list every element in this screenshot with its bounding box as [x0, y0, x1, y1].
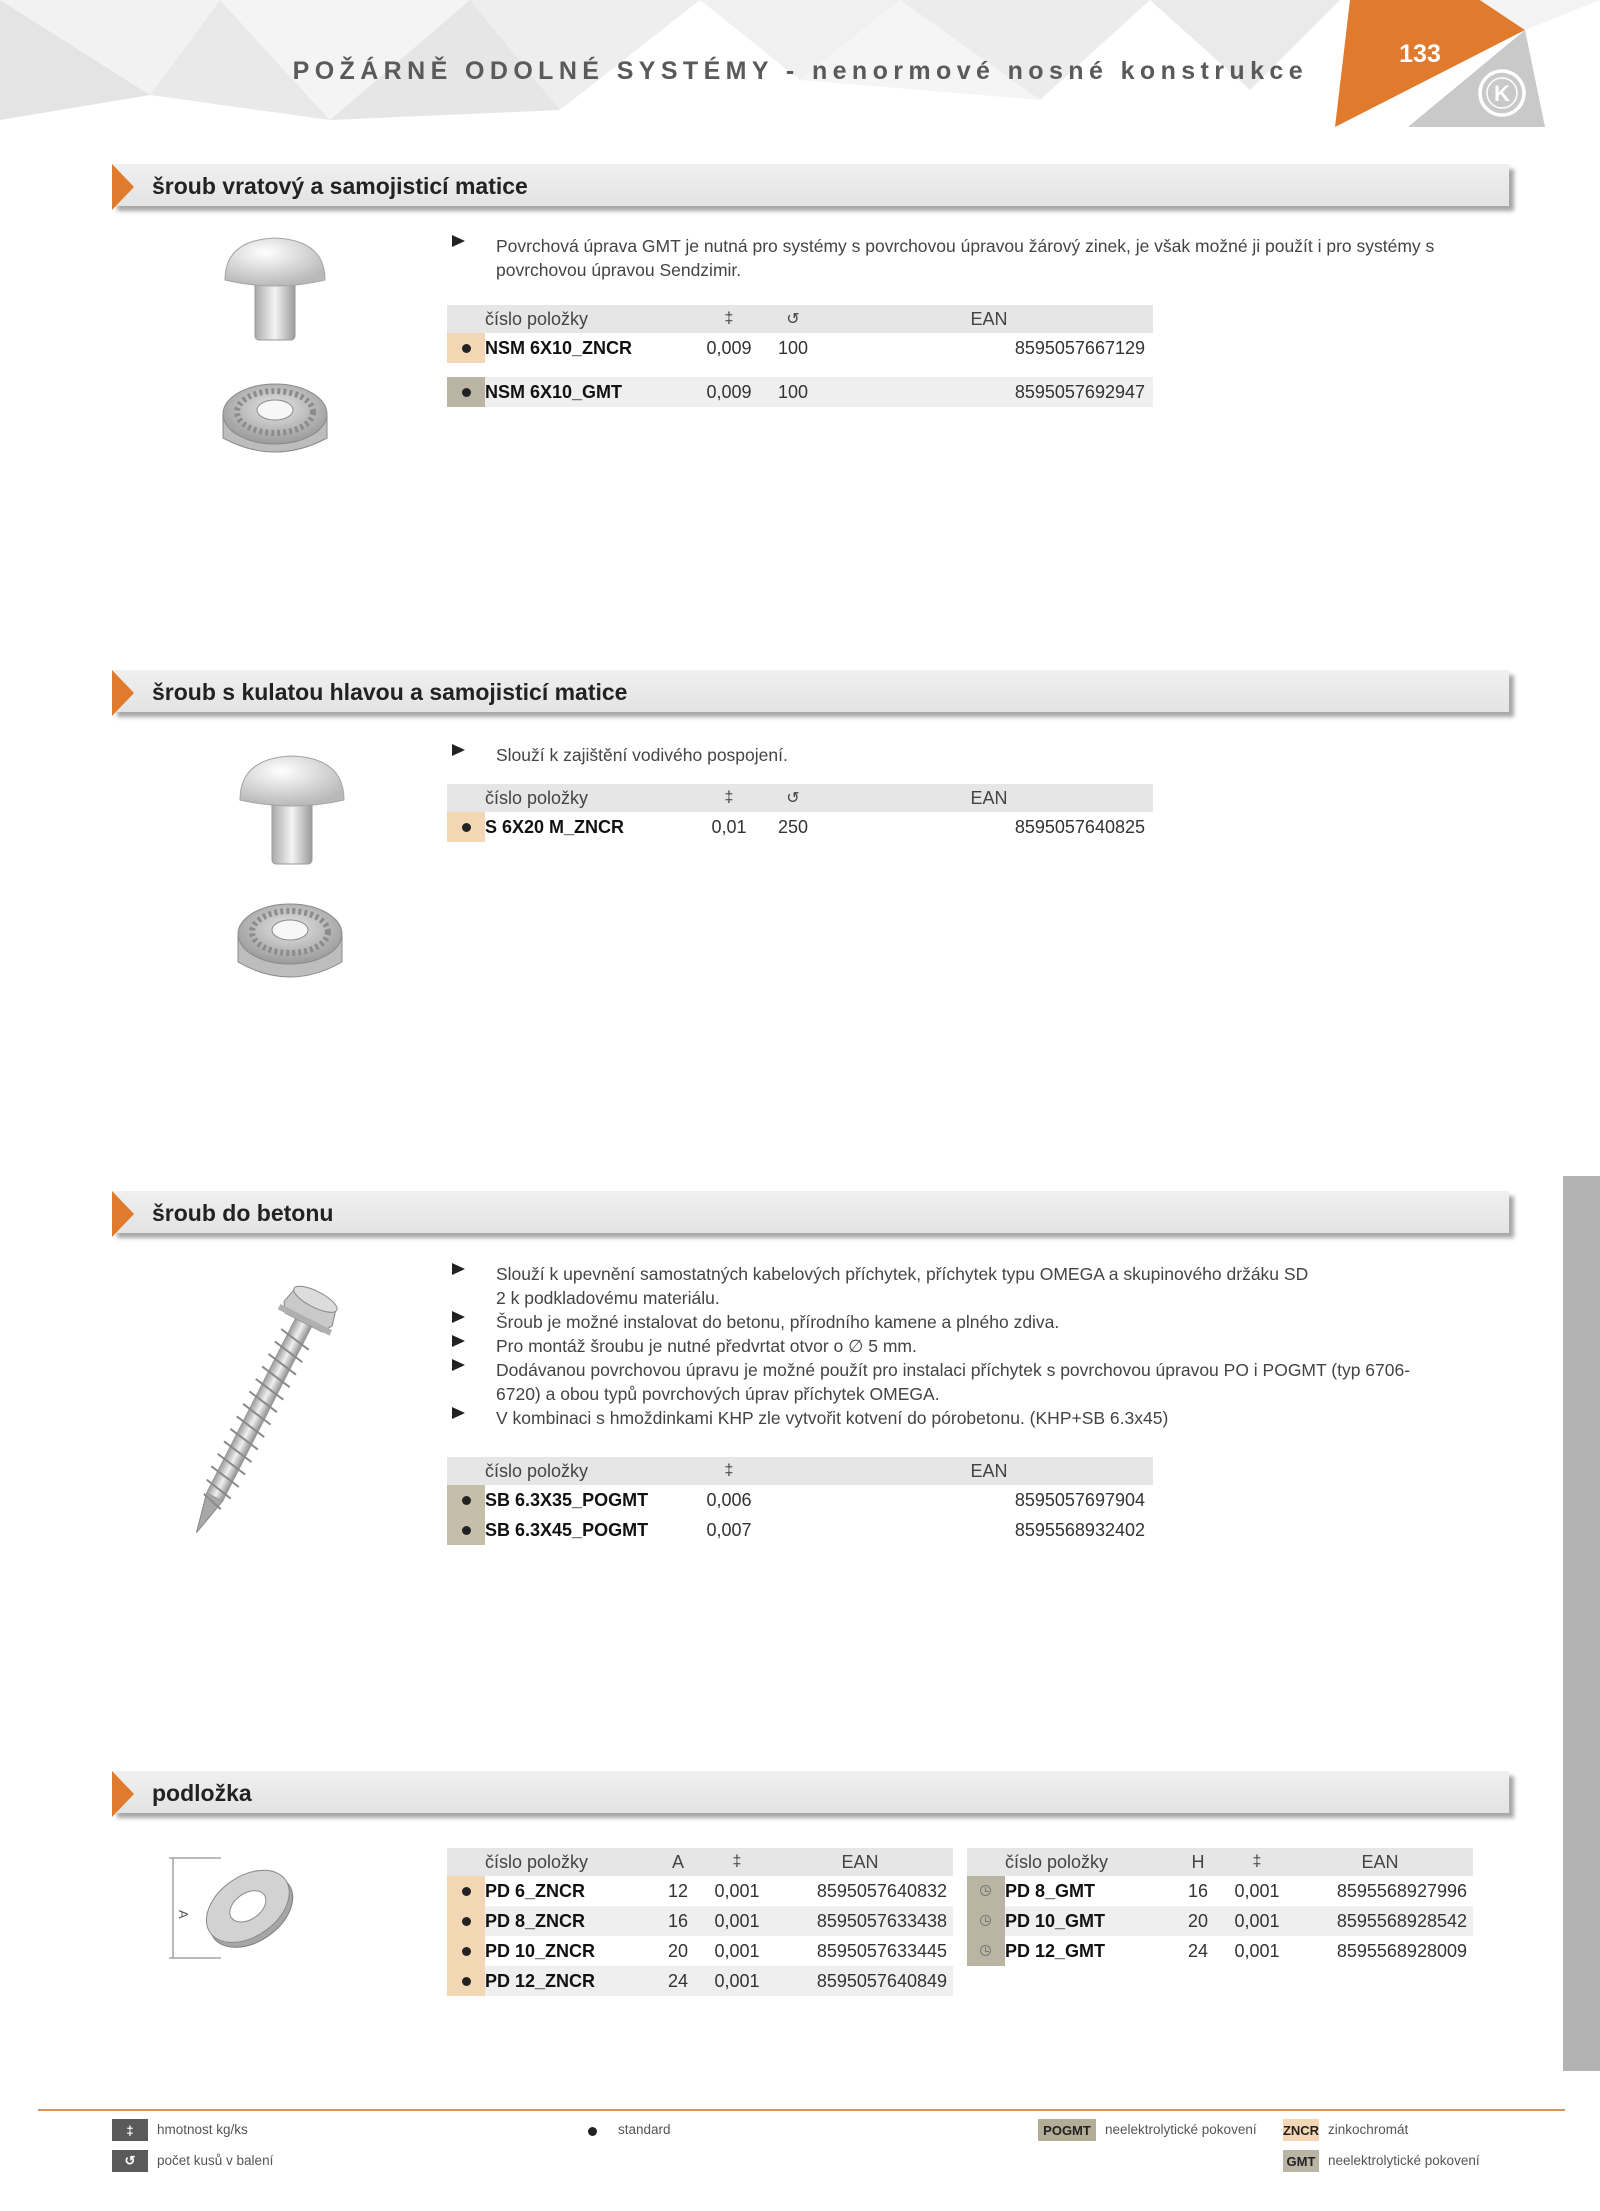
weight-icon: ‡ [1227, 1848, 1287, 1876]
washer-table-zncr [447, 1848, 953, 1996]
item-pieces: 100 [761, 377, 825, 407]
section-title: šroub do betonu [152, 1200, 334, 1226]
footer-divider [38, 2109, 1565, 2111]
standard-dot-icon [462, 1526, 471, 1535]
finish-swatch-zncr [447, 1936, 485, 1966]
standard-dot-icon [462, 344, 471, 353]
standard-dot-icon [462, 1947, 471, 1956]
standard-dot-icon [462, 1496, 471, 1505]
item-weight: 0,001 [707, 1966, 767, 1996]
column-header-item-number: číslo položky [485, 1848, 649, 1876]
bullet-item: Dodávanou povrchovou úpravu je možné použít pro instalaci příchytek s povrchovou úpravou PO i POGMT (typ 6706-6720) a obou typů povrchových úprav příchytek OMEGA. [452, 1358, 1452, 1406]
pieces-icon: ↺ [112, 2150, 148, 2172]
svg-text:K: K [1494, 81, 1510, 106]
bullet-arrow-icon [452, 1311, 465, 1323]
item-ean: 8595568928009 [1287, 1936, 1473, 1966]
section-header-carriage-bolt [112, 164, 1517, 210]
item-weight: 0,01 [697, 812, 761, 842]
bullet-item: Povrchová úprava GMT je nutná pro systémy s povrchovou úpravou žárový zinek, je však možné ji použít i pro systémy s povrchovou úpravou Sendzimir. [452, 234, 1452, 282]
legend-pogmt-label: neelektrolytické pokovení [1105, 2122, 1257, 2137]
bullet-arrow-icon [452, 1359, 465, 1371]
flange-nut-image [215, 368, 335, 468]
finish-swatch-zncr [447, 1966, 485, 1996]
finish-swatch-gmt [967, 1876, 1005, 1906]
bullet-list [452, 234, 1452, 282]
section-header-concrete-screw [112, 1191, 1517, 1237]
item-code: PD 8_ZNCR [485, 1906, 649, 1936]
item-ean: 8595057633438 [767, 1906, 953, 1936]
item-ean: 8595568928542 [1287, 1906, 1473, 1936]
section-title: podložka [152, 1780, 252, 1806]
table-row [967, 1906, 1473, 1936]
item-code: SB 6.3X45_POGMT [485, 1515, 697, 1545]
item-code: SB 6.3X35_POGMT [485, 1485, 697, 1515]
item-weight: 0,001 [1227, 1876, 1287, 1906]
bullet-list [452, 743, 1452, 767]
finish-swatch-gmt [967, 1936, 1005, 1966]
finish-swatch-zncr [447, 333, 485, 363]
column-header-ean: EAN [825, 305, 1153, 333]
finish-swatch-pogmt [447, 1485, 485, 1515]
column-header-dimension: A [649, 1848, 707, 1876]
item-dimension: 16 [1169, 1876, 1227, 1906]
legend-weight-label: hmotnost kg/ks [157, 2122, 248, 2137]
item-dimension: 24 [1169, 1936, 1227, 1966]
table-row [447, 1936, 953, 1966]
column-header-item-number: číslo položky [485, 305, 697, 333]
page-number: 133 [1399, 40, 1441, 68]
weight-icon: ‡ [112, 2119, 148, 2141]
on-request-clock-icon [980, 1885, 991, 1896]
section-header-round-head-bolt [112, 670, 1517, 716]
finish-swatch-zncr [447, 812, 485, 842]
item-pieces: 100 [761, 333, 825, 363]
washer-table-gmt [967, 1848, 1473, 1966]
item-ean: 8595057633445 [767, 1936, 953, 1966]
flange-nut-image [230, 888, 350, 998]
bullet-arrow-icon [452, 235, 465, 247]
column-header-item-number: číslo položky [485, 784, 697, 812]
finish-swatch-pogmt [447, 1515, 485, 1545]
column-header-ean: EAN [767, 1848, 953, 1876]
standard-dot-icon [462, 1917, 471, 1926]
item-ean: 8595057692947 [825, 377, 1153, 407]
bullet-list [452, 1262, 1452, 1430]
section-header-washer [112, 1771, 1517, 1817]
section-marker-icon [112, 1191, 134, 1237]
item-code: S 6X20 M_ZNCR [485, 812, 697, 842]
item-code: PD 8_GMT [1005, 1876, 1169, 1906]
section-marker-icon [112, 670, 134, 716]
column-header-ean: EAN [825, 784, 1153, 812]
side-index-strip [1563, 1176, 1600, 2071]
item-weight: 0,009 [697, 333, 761, 363]
legend-gmt-code: GMT [1283, 2150, 1319, 2172]
item-dimension: 20 [1169, 1906, 1227, 1936]
item-weight: 0,007 [697, 1515, 761, 1545]
carriage-bolt-image [215, 232, 335, 352]
table-row [447, 1966, 953, 1996]
round-head-bolt-image [234, 752, 354, 872]
column-header-item-number: číslo položky [1005, 1848, 1169, 1876]
item-dimension: 24 [649, 1966, 707, 1996]
item-weight: 0,009 [697, 377, 761, 407]
item-weight: 0,001 [1227, 1906, 1287, 1936]
bullet-item: Pro montáž šroubu je nutné předvrtat otvor o ∅ 5 mm. [452, 1334, 1452, 1358]
column-header-ean: EAN [825, 1457, 1153, 1485]
product-table [447, 784, 1153, 842]
item-ean: 8595057667129 [825, 333, 1153, 363]
item-ean: 8595057640849 [767, 1966, 953, 1996]
item-code: PD 12_GMT [1005, 1936, 1169, 1966]
finish-swatch-zncr [447, 1876, 485, 1906]
item-code: PD 6_ZNCR [485, 1876, 649, 1906]
table-row [447, 377, 1153, 407]
item-dimension: 20 [649, 1936, 707, 1966]
item-ean: 8595057640832 [767, 1876, 953, 1906]
table-row [447, 1906, 953, 1936]
item-weight: 0,001 [707, 1906, 767, 1936]
washer-drawing [165, 1850, 305, 1965]
standard-dot-icon [462, 823, 471, 832]
item-ean: 8595568927996 [1287, 1876, 1473, 1906]
item-weight: 0,001 [1227, 1936, 1287, 1966]
weight-icon: ‡ [697, 1457, 761, 1485]
legend-zncr-label: zinkochromát [1328, 2122, 1409, 2137]
item-weight: 0,006 [697, 1485, 761, 1515]
weight-icon: ‡ [697, 305, 761, 333]
legend-pieces-label: počet kusů v balení [157, 2153, 274, 2168]
section-title: šroub vratový a samojisticí matice [152, 173, 528, 199]
weight-icon: ‡ [707, 1848, 767, 1876]
bullet-arrow-icon [452, 1335, 465, 1347]
product-table [447, 1457, 1153, 1545]
company-logo-icon [1477, 68, 1527, 118]
item-weight: 0,001 [707, 1936, 767, 1966]
bullet-item: Šroub je možné instalovat do betonu, přírodního kamene a plného zdiva. [452, 1310, 1452, 1334]
bullet-item: Slouží k upevnění samostatných kabelových příchytek, příchytek typu OMEGA a skupinového držáku SD 2 k podkladovému materiálu. [452, 1262, 1452, 1310]
column-header-item-number: číslo položky [485, 1457, 697, 1485]
finish-swatch-gmt [967, 1906, 1005, 1936]
item-code: NSM 6X10_GMT [485, 377, 697, 407]
bullet-arrow-icon [452, 744, 465, 756]
item-code: PD 10_ZNCR [485, 1936, 649, 1966]
item-code: PD 10_GMT [1005, 1906, 1169, 1936]
item-code: PD 12_ZNCR [485, 1966, 649, 1996]
weight-icon: ‡ [697, 784, 761, 812]
on-request-clock-icon [980, 1915, 991, 1926]
table-row [447, 1485, 1153, 1515]
table-row [447, 333, 1153, 363]
dimension-label: A [176, 1910, 191, 1919]
bullet-arrow-icon [452, 1263, 465, 1275]
item-weight: 0,001 [707, 1876, 767, 1906]
item-ean: 8595057697904 [825, 1485, 1153, 1515]
table-row [967, 1876, 1473, 1906]
pieces-icon: ↺ [761, 784, 825, 812]
legend-gmt-label: neelektrolytické pokovení [1328, 2153, 1480, 2168]
section-title: šroub s kulatou hlavou a samojisticí matice [152, 679, 628, 705]
legend-pogmt-code: POGMT [1038, 2119, 1096, 2141]
item-pieces: 250 [761, 812, 825, 842]
item-dimension: 12 [649, 1876, 707, 1906]
table-row [967, 1936, 1473, 1966]
legend-standard-label: standard [618, 2122, 671, 2137]
item-code: NSM 6X10_ZNCR [485, 333, 697, 363]
bullet-item: Slouží k zajištění vodivého pospojení. [452, 743, 1452, 767]
on-request-clock-icon [980, 1945, 991, 1956]
column-header-ean: EAN [1287, 1848, 1473, 1876]
standard-dot-icon [588, 2127, 597, 2136]
table-row [447, 1876, 953, 1906]
legend-zncr-code: ZNCR [1283, 2119, 1319, 2141]
bullet-arrow-icon [452, 1407, 465, 1419]
table-row [447, 812, 1153, 842]
concrete-screw-image [165, 1258, 355, 1558]
column-header-dimension: H [1169, 1848, 1227, 1876]
section-marker-icon [112, 1771, 134, 1817]
item-ean: 8595568932402 [825, 1515, 1153, 1545]
bullet-item: V kombinaci s hmoždinkami KHP zle vytvořit kotvení do pórobetonu. (KHP+SB 6.3x45) [452, 1406, 1452, 1430]
pieces-icon: ↺ [761, 305, 825, 333]
standard-dot-icon [462, 388, 471, 397]
standard-dot-icon [462, 1977, 471, 1986]
standard-dot-icon [462, 1887, 471, 1896]
page-header-title: POŽÁRNĚ ODOLNÉ SYSTÉMY - nenormové nosné konstrukce [292, 57, 1308, 85]
table-row [447, 1515, 1153, 1545]
item-ean: 8595057640825 [825, 812, 1153, 842]
section-marker-icon [112, 164, 134, 210]
finish-swatch-zncr [447, 1906, 485, 1936]
item-dimension: 16 [649, 1906, 707, 1936]
product-table [447, 305, 1153, 407]
finish-swatch-gmt [447, 377, 485, 407]
